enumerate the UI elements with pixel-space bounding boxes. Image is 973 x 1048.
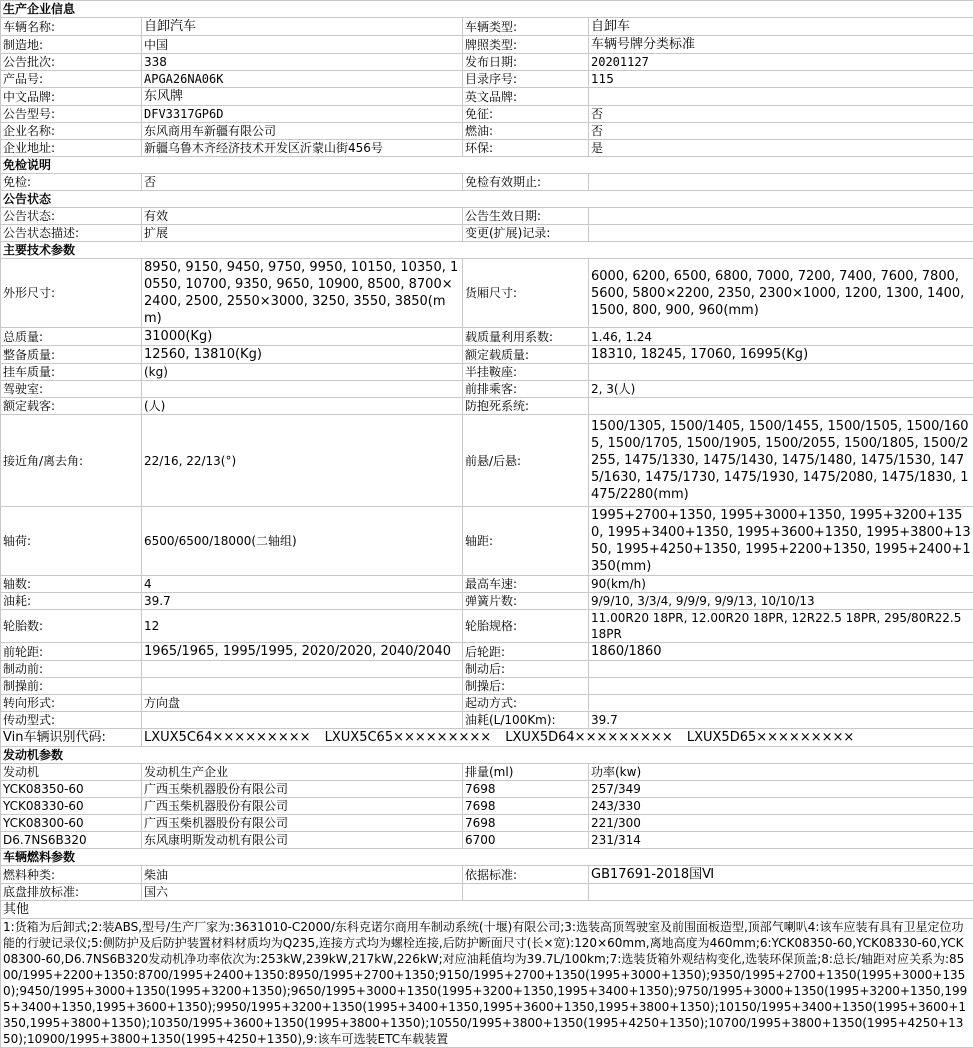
value-cn-brand: 东风牌	[142, 88, 463, 106]
other-notes: 1:货箱为后卸式;2:装ABS,型号/生产厂家为:3631010-C2000/东科克诺尔商用车制动系统(十堰)有限公司;3:选装高顶驾驶室及前围面板造型,顶部气喇叭4:该车应装有具有卫星定位功能的行驶记录仪;5:侧防护及后防护装置材料材质均为Q235,连接方式均为螺栓连接,后防护断面尺寸(长×宽):120×60mm,离地高度为460mm;6:YCK08350-60,YCK08330-60,YCK08300-60,D6.7NS6B320发动机净功率依次为:253kW,239kW,217kW,226kW;对应油耗值均为39.7L/100km;7:选装货箱外观结构变化,选装环保顶盖;8:总长/轴距对应关系为:8500/1995+2200+1350:8700/1995+2400+1350:8950/1995+2700+1350;9150/1995+2700+1350(1995+3000+1350);9350/1995+2700+1350(1995+3000+1350);9450/1995+3000+1350(1995+3200+1350);9650/1995+3000+1350(1995+3200+1350,1995+3400+1350);9750/1995+3000+1350(1995+3200+1350,1995+3400+1350,1995+3600+1350);9950/1995+3200+1350(1995+3400+1350,1995+3600+1350,1995+3800+1350);10150/1995+3400+1350(1995+3600+1350,1995+3800+1350);10350/1995+3600+1350(1995+3800+1350);10550/1995+3800+1350(1995+4250+1350);10700/1995+3800+1350(1995+4250+1350);10900/1995+3800+1350(1995+4250+1350),9:该车可选装ETC车载装置	[1, 919, 973, 1048]
value-curb: 12560, 13810(Kg)	[142, 346, 463, 364]
label-pubdate: 发布日期:	[463, 54, 589, 71]
engine-maker: 广西玉柴机器股份有限公司	[142, 798, 463, 815]
label-tire-spec: 轮胎规格:	[463, 610, 589, 643]
label-status: 公告状态:	[1, 208, 142, 225]
label-exempt: 免征:	[463, 106, 589, 123]
value-op-rear	[589, 678, 973, 695]
label-op-rear: 制操后:	[463, 678, 589, 695]
engine-displacement: 6700	[463, 832, 589, 849]
value-consumption: 39.7	[142, 593, 463, 610]
value-pass: (人)	[142, 398, 463, 415]
value-vin-list	[142, 729, 973, 747]
label-vehicle-name: 车辆名称:	[1, 18, 142, 36]
value-util: 1.46, 1.24	[589, 328, 973, 346]
value-dims: 8950, 9150, 9450, 9750, 9950, 10150, 10350, 10550, 10700, 9350, 9650, 10900, 8500, 8700×2400, 2500, 2550×3000, 3250, 3550, 3850(mm)	[142, 259, 463, 328]
engine-displacement: 7698	[463, 781, 589, 798]
label-plate: 牌照类型:	[463, 36, 589, 54]
section-tech: 主要技术参数	[1, 242, 973, 259]
engine-power: 221/300	[589, 815, 973, 832]
value-fuel-type: 柴油	[142, 866, 463, 884]
engine-model: YCK08300-60	[1, 815, 142, 832]
label-brake-rear: 制动后:	[463, 661, 589, 678]
value-steering: 方向盘	[142, 695, 463, 712]
engine-power: 257/349	[589, 781, 973, 798]
label-start: 起动方式:	[463, 695, 589, 712]
label-drive: 传动型式:	[1, 712, 142, 729]
value-env: 是	[589, 140, 973, 157]
label-overhang: 前悬/后悬:	[463, 415, 589, 507]
value-model: DFV3317GP6D	[142, 106, 463, 123]
label-saddle: 半挂鞍座:	[463, 364, 589, 381]
value-speed: 90(km/h)	[589, 576, 973, 593]
value-cab	[142, 381, 463, 398]
value-change	[589, 225, 973, 242]
value-op-front	[142, 678, 463, 695]
value-front-track: 1965/1965, 1995/1995, 2020/2020, 2040/2040	[142, 643, 463, 661]
value-tire-spec: 11.00R20 18PR, 12.00R20 18PR, 12R22.5 18PR, 295/80R22.5 18PR	[589, 610, 973, 643]
label-status-desc: 公告状态描述:	[1, 225, 142, 242]
label-exempt-valid: 免检有效期止:	[463, 174, 589, 191]
value-start	[589, 695, 973, 712]
engine-power: 243/330	[589, 798, 973, 815]
label-trailer: 挂车质量:	[1, 364, 142, 381]
label-fuel-type: 燃料种类:	[1, 866, 142, 884]
engine-power: 231/314	[589, 832, 973, 849]
label-rated: 额定载质量:	[463, 346, 589, 364]
label-env: 环保:	[463, 140, 589, 157]
label-total: 总质量:	[1, 328, 142, 346]
vin-code: LXUX5C64×××××××××	[144, 730, 311, 745]
value-vehicle-type: 自卸车	[589, 18, 973, 36]
label-vehicle-type: 车辆类型:	[463, 18, 589, 36]
value-saddle	[589, 364, 973, 381]
label-product: 产品号:	[1, 71, 142, 88]
label-wheelbase: 轴距:	[463, 507, 589, 576]
section-manufacturer: 生产企业信息	[1, 1, 973, 18]
label-box: 货厢尺寸:	[463, 259, 589, 328]
value-company: 东风商用车新疆有限公司	[142, 123, 463, 140]
label-consumption: 油耗:	[1, 593, 142, 610]
value-catalog: 115	[589, 71, 973, 88]
value-brake-front	[142, 661, 463, 678]
engine-header-power: 功率(kw)	[589, 764, 973, 781]
section-fuel: 车辆燃料参数	[1, 849, 973, 866]
engine-header-displacement: 排量(ml)	[463, 764, 589, 781]
label-emission: 底盘排放标准:	[1, 884, 142, 901]
value-brake-rear	[589, 661, 973, 678]
label-axle-load: 轴荷:	[1, 507, 142, 576]
value-rated: 18310, 18245, 17060, 16995(Kg)	[589, 346, 973, 364]
label-util: 载质量利用系数:	[463, 328, 589, 346]
empty-cell	[589, 884, 973, 901]
value-overhang: 1500/1305, 1500/1405, 1500/1455, 1500/1505, 1500/1605, 1500/1705, 1500/1905, 1500/2055, 1500/1805, 1500/2255, 1475/1330, 1475/1430, 1475/1480, 1475/1530, 1475/1630, 1475/1730, 1475/1930, 1475/2080, 1475/1830, 1475/2280(mm)	[589, 415, 973, 507]
value-springs: 9/9/10, 3/3/4, 9/9/9, 9/9/13, 10/10/13	[589, 593, 973, 610]
engine-row	[1, 832, 973, 849]
value-basis: GB17691-2018国Ⅵ	[589, 866, 973, 884]
label-op-front: 制操前:	[1, 678, 142, 695]
value-batch: 338	[142, 54, 463, 71]
label-front-track: 前轮距:	[1, 643, 142, 661]
value-inspection-exempt: 否	[142, 174, 463, 191]
label-origin: 制造地:	[1, 36, 142, 54]
value-status: 有效	[142, 208, 463, 225]
label-fuel: 燃油:	[463, 123, 589, 140]
section-other: 其他	[1, 901, 973, 919]
engine-model: YCK08350-60	[1, 781, 142, 798]
label-inspection-exempt: 免检:	[1, 174, 142, 191]
value-wheelbase: 1995+2700+1350, 1995+3000+1350, 1995+3200+1350, 1995+3400+1350, 1995+3600+1350, 1995+3800+1350, 1995+4250+1350, 1995+2200+1350, 1995+2400+1350(mm)	[589, 507, 973, 576]
engine-maker: 广西玉柴机器股份有限公司	[142, 781, 463, 798]
engine-row	[1, 815, 973, 832]
label-front-pass: 前排乘客:	[463, 381, 589, 398]
value-total: 31000(Kg)	[142, 328, 463, 346]
label-batch: 公告批次:	[1, 54, 142, 71]
value-trailer: (kg)	[142, 364, 463, 381]
label-angle: 接近角/离去角:	[1, 415, 142, 507]
value-fuel: 否	[589, 123, 973, 140]
value-exempt-valid	[589, 174, 973, 191]
label-pass: 额定载客:	[1, 398, 142, 415]
value-abs	[589, 398, 973, 415]
value-rear-track: 1860/1860	[589, 643, 973, 661]
value-status-desc: 扩展	[142, 225, 463, 242]
section-engine: 发动机参数	[1, 747, 973, 764]
engine-model: D6.7NS6B320	[1, 832, 142, 849]
engine-maker: 广西玉柴机器股份有限公司	[142, 815, 463, 832]
value-en-brand	[589, 88, 973, 106]
section-status: 公告状态	[1, 191, 973, 208]
label-vin: Vin车辆识别代码:	[1, 729, 142, 747]
vin-code: LXUX5D64×××××××××	[505, 730, 672, 745]
value-axle-load: 6500/6500/18000(二轴组)	[142, 507, 463, 576]
label-cab: 驾驶室:	[1, 381, 142, 398]
value-origin: 中国	[142, 36, 463, 54]
label-tires: 轮胎数:	[1, 610, 142, 643]
label-model: 公告型号:	[1, 106, 142, 123]
engine-model: YCK08330-60	[1, 798, 142, 815]
value-fuel-cons: 39.7	[589, 712, 973, 729]
label-brake-front: 制动前:	[1, 661, 142, 678]
section-exemption: 免检说明	[1, 157, 973, 174]
engine-displacement: 7698	[463, 798, 589, 815]
label-springs: 弹簧片数:	[463, 593, 589, 610]
label-dims: 外形尺寸:	[1, 259, 142, 328]
value-axles: 4	[142, 576, 463, 593]
engine-row	[1, 781, 973, 798]
value-product: APGA26NA06K	[142, 71, 463, 88]
engine-displacement: 7698	[463, 815, 589, 832]
value-address: 新疆乌鲁木齐经济技术开发区沂蒙山街456号	[142, 140, 463, 157]
label-change: 变更(扩展)记录:	[463, 225, 589, 242]
value-tires: 12	[142, 610, 463, 643]
engine-header-maker: 发动机生产企业	[142, 764, 463, 781]
value-plate: 车辆号牌分类标准	[589, 36, 973, 54]
label-company: 企业名称:	[1, 123, 142, 140]
label-steering: 转向形式:	[1, 695, 142, 712]
value-box: 6000, 6200, 6500, 6800, 7000, 7200, 7400, 7600, 7800, 5600, 5800×2200, 2350, 2300×1000, 1200, 1300, 1400, 1500, 800, 900, 960(mm)	[589, 259, 973, 328]
label-cn-brand: 中文品牌:	[1, 88, 142, 106]
label-speed: 最高车速:	[463, 576, 589, 593]
label-en-brand: 英文品牌:	[463, 88, 589, 106]
label-address: 企业地址:	[1, 140, 142, 157]
value-emission: 国六	[142, 884, 463, 901]
value-front-pass: 2, 3(人)	[589, 381, 973, 398]
label-catalog: 目录序号:	[463, 71, 589, 88]
label-fuel-cons: 油耗(L/100Km):	[463, 712, 589, 729]
value-effective	[589, 208, 973, 225]
label-axles: 轴数:	[1, 576, 142, 593]
engine-maker: 东风康明斯发动机有限公司	[142, 832, 463, 849]
value-vehicle-name: 自卸汽车	[142, 18, 463, 36]
label-abs: 防抱死系统:	[463, 398, 589, 415]
engine-row	[1, 798, 973, 815]
engine-header-model: 发动机	[1, 764, 142, 781]
vin-code: LXUX5D65×××××××××	[687, 730, 854, 745]
value-exempt: 否	[589, 106, 973, 123]
value-angle: 22/16, 22/13(°)	[142, 415, 463, 507]
label-basis: 依据标准:	[463, 866, 589, 884]
vin-code: LXUX5C65×××××××××	[325, 730, 492, 745]
label-rear-track: 后轮距:	[463, 643, 589, 661]
value-drive	[142, 712, 463, 729]
empty-cell	[463, 884, 589, 901]
label-effective: 公告生效日期:	[463, 208, 589, 225]
value-pubdate: 20201127	[589, 54, 973, 71]
label-curb: 整备质量:	[1, 346, 142, 364]
